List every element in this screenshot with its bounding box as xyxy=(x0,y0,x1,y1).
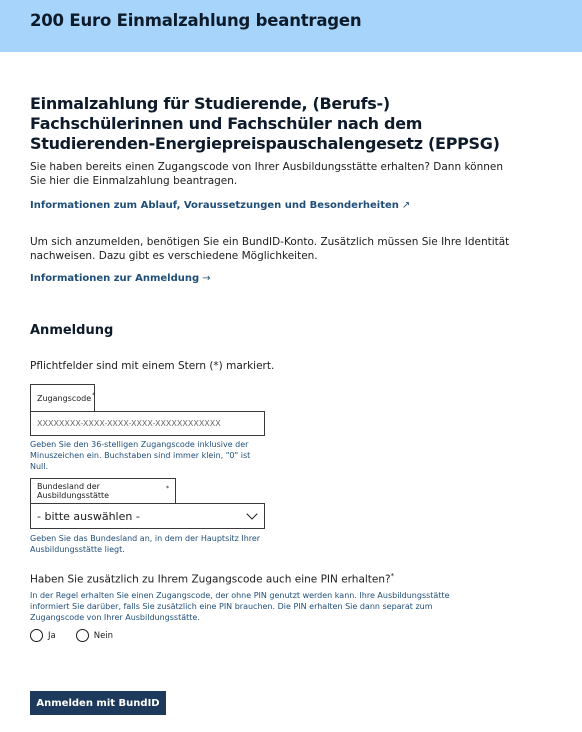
access-code-label-text: Zugangscode xyxy=(37,393,92,403)
state-label xyxy=(30,478,176,503)
required-mark: * xyxy=(390,572,395,580)
pin-question xyxy=(30,572,394,586)
radio-circle-icon[interactable] xyxy=(30,629,43,642)
pin-radio-group xyxy=(30,629,113,642)
login-info-link[interactable] xyxy=(30,273,211,284)
required-mark: * xyxy=(92,391,96,399)
pin-radio-yes[interactable] xyxy=(30,629,56,642)
access-code-input[interactable] xyxy=(30,411,265,436)
section-title: Anmeldung xyxy=(30,323,114,338)
access-code-hint: Geben Sie den 36-stelligen Zugangscode inklusive der Minuszeichen ein. Buchstaben sind immer klein, "0" ist Null. xyxy=(30,440,251,471)
required-fields-note: Pflichtfelder sind mit einem Stern (*) markiert. xyxy=(30,360,275,372)
process-info-link[interactable] xyxy=(30,200,410,211)
intro-text: Sie haben bereits einen Zugangscode von Ihrer Ausbildungsstätte erhalten? Dann können Sie hier die Einmalzahlung beantragen. xyxy=(30,161,503,187)
header-title: 200 Euro Einmalzahlung beantragen xyxy=(30,11,362,30)
state-select-value: - bitte auswählen - xyxy=(37,509,140,523)
page-header xyxy=(0,0,582,52)
state-hint: Geben Sie das Bundesland an, in dem der Hauptsitz Ihrer Ausbildungsstätte liegt. xyxy=(30,534,261,554)
pin-radio-no[interactable] xyxy=(76,629,113,642)
arrow-right-icon: → xyxy=(202,273,211,284)
process-info-link-label: Informationen zum Ablauf, Voraussetzungen und Besonderheiten xyxy=(30,200,399,211)
chevron-down-icon xyxy=(246,508,257,519)
arrow-up-right-icon: ↗ xyxy=(401,200,411,211)
required-mark: * xyxy=(166,484,169,492)
access-code-label xyxy=(30,384,95,411)
login-info-text: Um sich anzumelden, benötigen Sie ein BundID-Konto. Zusätzlich müssen Sie Ihre Identität nachweisen. Dazu gibt es verschiedene Möglichkeiten. xyxy=(30,236,510,262)
pin-hint: In der Regel erhalten Sie einen Zugangscode, der ohne PIN genutzt werden kann. Ihre Ausbildungsstätte informiert Sie darüber, falls Sie zusätzlich eine PIN brauchen. Die PIN erhalten Sie dann separat zum Zugangscode von Ihrer Ausbildungsstätte. xyxy=(30,591,450,622)
login-bundid-button[interactable]: Anmelden mit BundID xyxy=(30,691,166,715)
state-select[interactable] xyxy=(30,503,265,529)
pin-radio-no-label: Nein xyxy=(93,630,114,641)
page-title: Einmalzahlung für Studierende, (Berufs-) Fachschülerinnen und Fachschüler nach dem Studierenden-Energiepreispauschalengesetz (EPPSG) xyxy=(30,94,500,153)
pin-radio-yes-label: Ja xyxy=(48,630,56,641)
radio-circle-icon[interactable] xyxy=(76,629,89,642)
pin-question-text: Haben Sie zusätzlich zu Ihrem Zugangscode auch eine PIN erhalten? xyxy=(30,573,391,586)
login-info-link-label: Informationen zur Anmeldung xyxy=(30,273,200,284)
state-label-text: Bundesland der Ausbildungsstätte xyxy=(37,482,110,500)
